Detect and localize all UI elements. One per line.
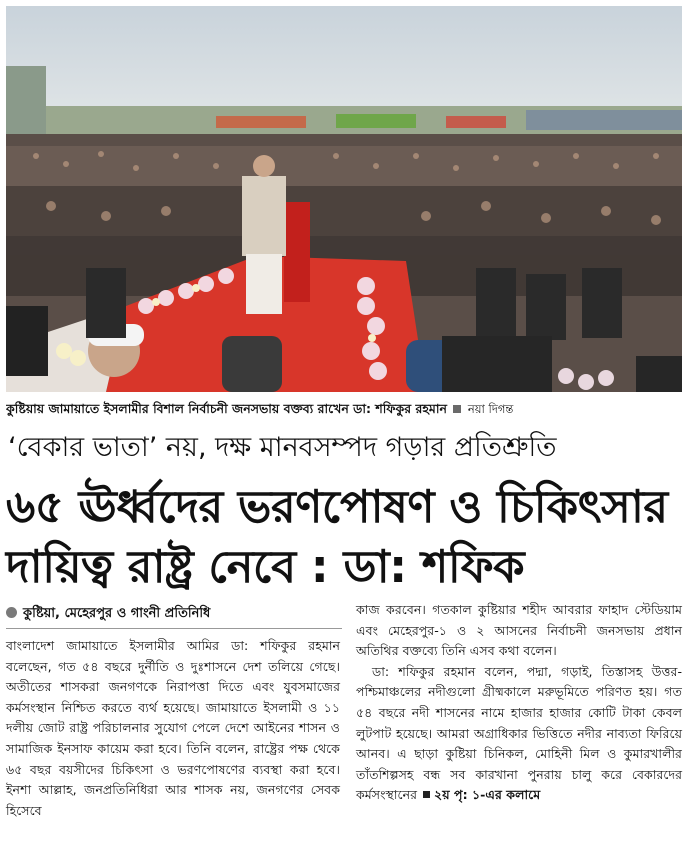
photo-caption	[6, 398, 686, 420]
headline-line-1: ৬৫ ঊর্ধ্বদের ভরণপোষণ ও চিকিৎসার	[6, 480, 668, 533]
byline	[6, 604, 346, 624]
photo-credit: নয়া দিগন্ত	[467, 402, 514, 416]
caption-text: কুষ্টিয়ায় জামায়াতে ইসলামীর বিশাল নির্বাচনী জনসভায় বক্তব্য রাখেন ডা: শফিকুর রহমান	[6, 401, 447, 416]
continued-link[interactable]	[417, 787, 540, 802]
headline-line-2: দায়িত্ব রাষ্ট্র নেবে : ডা: শফিক	[6, 540, 525, 593]
article-paragraph: বাংলাদেশ জামায়াতে ইসলামীর আমির ডা: শফিকুর রহমান বলেছেন, গত ৫৪ বছরে দুর্নীতি ও দুঃশাসনে দেশ তলিয়ে গেছে। অতীতের শাসকরা জনগণকে নিরাপত্তা দিতে এবং যুবসমাজের কর্মসংস্থান নিশ্চিত করতে ব্যর্থ হয়েছে। জামায়াতে ইসলামী ও ১১ দলীয় জোট রাষ্ট্র পরিচালনার সুযোগ পেলে দেশে আইনের শাসন ও সামাজিক ইনসাফ কায়েম করা হবে। তিনি বলেন, রাষ্ট্রের পক্ষ থেকে ৬৫ বছর বয়সীদের চিকিৎসা ও ভরণপোষণের ব্যবস্থা করা হবে। ইনশা আল্লাহ, জনপ্রতিনিধিরা আর শাসক নয়, জনগণের সেবক হিসেবে	[6, 638, 340, 818]
headline-kicker: ‘বেকার ভাতা’ নয়, দক্ষ মানবসম্পদ গড়ার প্রতিশ্রুতি	[8, 432, 557, 463]
article-paragraph: কাজ করবেন। গতকাল কুষ্টিয়ার শহীদ আবরার ফাহাদ স্টেডিয়াম এবং মেহেরপুর-১ ও ২ আসনের নির্বাচনী জনসভায় প্রধান অতিথির বক্তব্যে তিনি এসব কথা বলেন।	[356, 602, 682, 659]
byline-text: কুষ্টিয়া, মেহেরপুর ও গাংনী প্রতিনিধি	[23, 606, 211, 621]
rally-photo-icon	[6, 6, 682, 392]
rally-photo	[6, 6, 682, 392]
bullet-icon	[6, 607, 17, 618]
article-paragraph	[356, 662, 682, 806]
square-bullet-icon	[423, 791, 430, 798]
square-bullet-icon	[453, 405, 461, 413]
byline-divider	[6, 628, 342, 629]
article-paragraph-text: ডা: শফিকুর রহমান বলেন, পদ্মা, গড়াই, তিস্তাসহ উত্তর-পশ্চিমাঞ্চলের নদীগুলো গ্রীষ্মকালে মরুভূমিতে পরিণত হয়। গত ৫৪ বছরে নদী শাসনের নামে হাজার হাজার কোটি টাকা কেবল লুটপাট হয়েছে। আমরা অগ্রাধিকার ভিত্তিতে নদীর নাব্যতা ফিরিয়ে আনব। এ ছাড়া কুষ্টিয়া চিনিকল, মোহিনী মিল ও কুমারখালীর তাঁতশিল্পসহ বন্ধ সব কারখানা পুনরায় চালু করে বেকারদের কর্মসংস্থানের	[356, 663, 682, 803]
article-column-1	[6, 636, 340, 821]
article-column-2	[356, 600, 682, 806]
continued-text: ২য় পৃ: ১-এর কলামে	[434, 787, 541, 803]
